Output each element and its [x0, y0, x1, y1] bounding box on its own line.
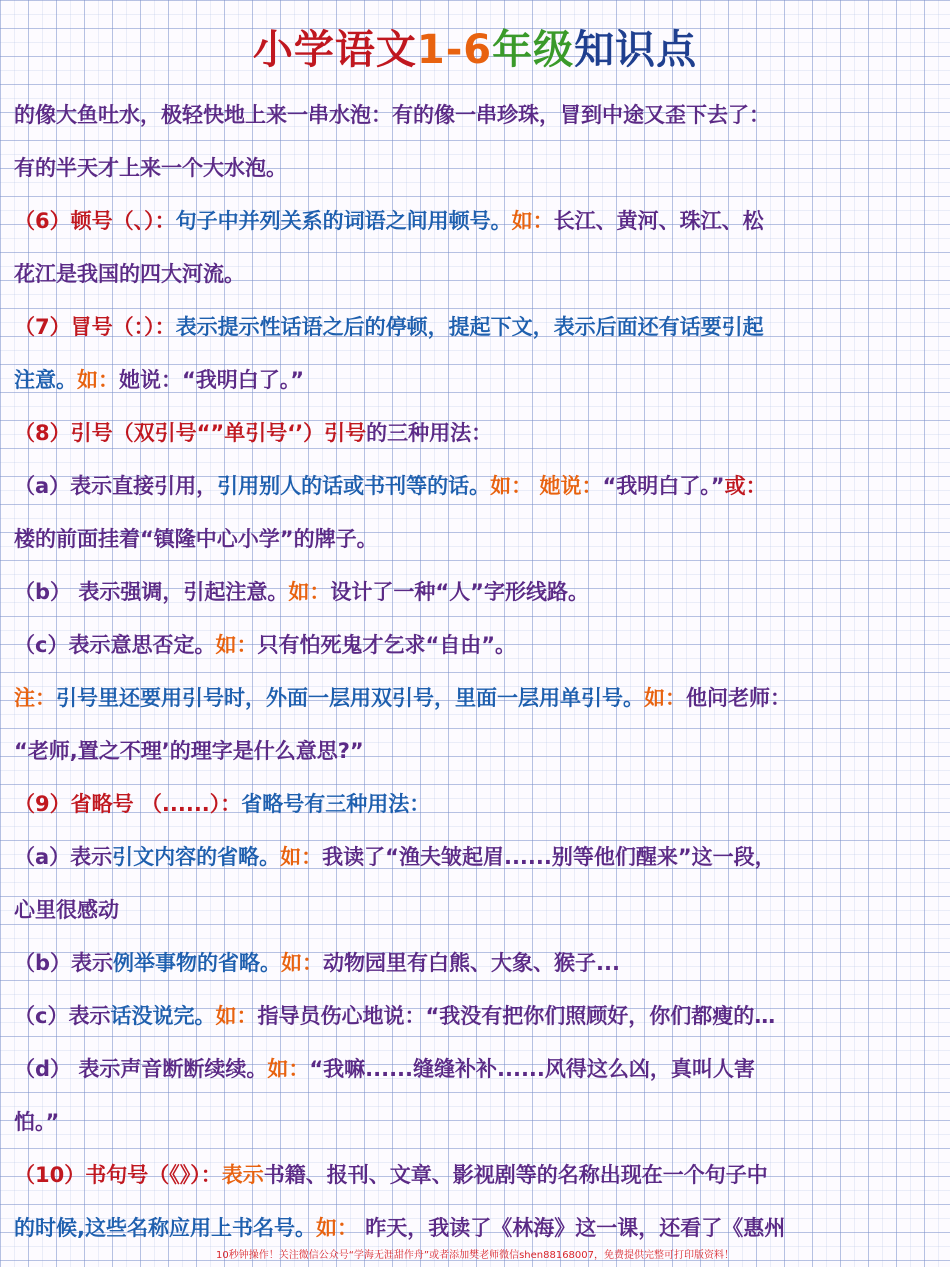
- line-segment: 表示提示性话语之后的停顿，提起下文，表示后面还有话要引起: [175, 315, 764, 339]
- line-segment: 书籍、报刊、文章、影视剧等的名称出现在一个句子中: [263, 1163, 768, 1187]
- text-line-9: [14, 524, 939, 554]
- line-segment: 省略号有三种用法：: [241, 792, 431, 816]
- line-segment: 设计了一种“人”字形线路。: [330, 580, 589, 604]
- line-segment: 如：: [644, 686, 686, 710]
- title-part-3: 年级: [492, 27, 575, 73]
- text-line-19: [14, 1054, 939, 1084]
- line-segment: 如：: [288, 580, 331, 604]
- line-segment: 她说：: [532, 474, 603, 498]
- line-segment: 楼的前面挂着“镇隆中心小学”的牌子。: [14, 527, 378, 551]
- line-segment: （c）表示意思否定。: [14, 633, 216, 657]
- text-line-6: [14, 365, 939, 395]
- line-segment: （a）表示直接引用，: [14, 474, 218, 498]
- line-segment: （8）引号（双引号“”单引号‘’）引号: [14, 421, 367, 445]
- heading-yinhao: [14, 418, 939, 448]
- line-segment: 的三种用法：: [366, 421, 493, 445]
- heading-shuminghao: [14, 1160, 939, 1190]
- line-segment: 指导员伤心地说：“我没有把你们照顾好，你们都瘦的…: [257, 1004, 776, 1028]
- line-segment: （b） 表示强调，引起注意。: [14, 580, 289, 604]
- footer-notice: 10秒钟操作！关注微信公众号“学海无涯甜作舟”或者添加樊老师微信shen88168007，免费提供完整可打印版资料！: [215, 1250, 735, 1261]
- line-segment: 如：: [77, 368, 119, 392]
- text-line-16: [14, 895, 939, 925]
- line-segment: 花江是我国的四大河流。: [14, 262, 245, 286]
- line-segment: 话没说完。: [110, 1004, 216, 1028]
- title-part-2: 1-6: [416, 27, 493, 73]
- line-segment: 她说：“我明白了。”: [119, 368, 305, 392]
- line-segment: 如：: [281, 951, 324, 975]
- line-segment: 引用别人的话或书刊等的话。: [217, 474, 491, 498]
- note-line: [14, 683, 939, 713]
- line-segment: 如：: [215, 633, 258, 657]
- line-segment: 他问老师：: [686, 686, 791, 710]
- line-segment: 句子中并列关系的词语之间用顿号。: [175, 209, 512, 233]
- line-segment: 或：: [724, 474, 767, 498]
- text-line-8: [14, 471, 939, 501]
- text-line-17: [14, 948, 939, 978]
- line-segment: （10）书句号（《》）：: [14, 1163, 222, 1187]
- text-line-20: [14, 1107, 939, 1137]
- line-segment: 引号里还要用引号时，外面一层用双引号，里面一层用单引号。: [56, 686, 644, 710]
- line-segment: 动物园里有白熊、大象、猴子...: [323, 951, 620, 975]
- line-segment: 表示: [221, 1163, 264, 1187]
- line-segment: （c）表示: [14, 1004, 111, 1028]
- line-segment: 我读了“渔夫皱起眉......别等他们醒来”这一段，: [322, 845, 776, 869]
- heading-dunhao: [14, 206, 939, 236]
- line-segment: 的时候,这些名称应用上书名号。: [14, 1216, 316, 1240]
- line-segment: “老师,置之不理’的理字是什么意思?”: [14, 739, 364, 763]
- text-line-18: [14, 1001, 939, 1031]
- line-segment: “我嘛......缝缝补补......风得这么凶，真叫人害: [309, 1057, 755, 1081]
- line-segment: 长江、黄河、珠江、松: [553, 209, 764, 233]
- line-segment: 引文内容的省略。: [112, 845, 281, 869]
- text-line-11: [14, 630, 939, 660]
- text-line-15: [14, 842, 939, 872]
- line-segment: “我明白了。”: [602, 474, 725, 498]
- text-line-2: [14, 153, 939, 183]
- line-segment: 如：: [511, 209, 554, 233]
- text-line-4: [14, 259, 939, 289]
- line-segment: 如：: [215, 1004, 258, 1028]
- line-segment: 的像大鱼吐水，极轻快地上来一串水泡：有的像一串珍珠，冒到中途又歪下去了：: [14, 103, 770, 127]
- line-segment: （6）顿号（、）：: [14, 209, 176, 233]
- line-segment: （7）冒号（：）：: [14, 315, 176, 339]
- line-segment: （d） 表示声音断断续续。: [14, 1057, 268, 1081]
- line-segment: 如：: [280, 845, 323, 869]
- line-segment: 如：: [315, 1216, 358, 1240]
- line-segment: 如：: [267, 1057, 310, 1081]
- line-segment: （9）省略号 （......）：: [14, 792, 242, 816]
- line-segment: 注：: [14, 686, 56, 710]
- heading-maohao: [14, 312, 939, 342]
- text-line-22: [14, 1213, 939, 1243]
- line-segment: 昨天，我读了《林海》这一课，还看了《惠州: [357, 1216, 786, 1240]
- line-segment: 注意。: [14, 368, 77, 392]
- title-part-1: 小学语文: [252, 27, 417, 73]
- line-segment: 只有怕死鬼才乞求“自由”。: [257, 633, 517, 657]
- title-part-4: 知识点: [574, 27, 698, 73]
- text-line-10: [14, 577, 939, 607]
- heading-shenglue: [14, 789, 939, 819]
- line-segment: 如：: [490, 474, 533, 498]
- line-segment: 例举事物的省略。: [113, 951, 282, 975]
- line-segment: （b）表示: [14, 951, 114, 975]
- text-line-1: [14, 100, 939, 130]
- text-line-13: [14, 736, 939, 766]
- line-segment: 有的半天才上来一个大水泡。: [14, 156, 287, 180]
- line-segment: 怕。”: [14, 1110, 60, 1134]
- line-segment: （a）表示: [14, 845, 113, 869]
- line-segment: 心里很感动: [14, 898, 119, 922]
- page-title: [0, 22, 950, 78]
